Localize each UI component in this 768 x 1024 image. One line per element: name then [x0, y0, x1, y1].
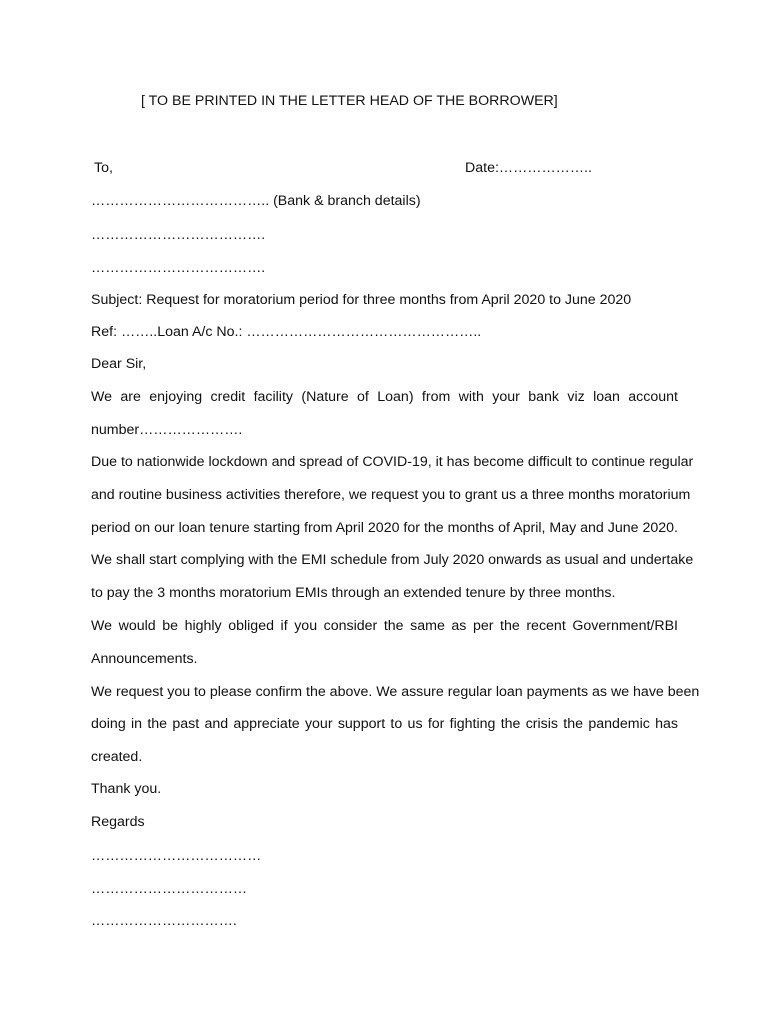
- body-paragraph-line: and routine business activities therefore, we request you to grant us a three months moratorium: [91, 487, 691, 503]
- body-paragraph-line: Announcements.: [91, 651, 198, 667]
- salutation: Dear Sir,: [91, 356, 147, 372]
- bank-address-line: ……………………………….: [91, 260, 266, 276]
- recipient-to: To,: [94, 160, 113, 176]
- letterhead-note: [ TO BE PRINTED IN THE LETTER HEAD OF THE BORROWER]: [141, 93, 558, 109]
- signature-line: ……………………………: [91, 881, 248, 897]
- date-field: Date:………………..: [465, 160, 592, 176]
- body-paragraph-line: Due to nationwide lockdown and spread of COVID-19, it has become difficult to continue regular: [91, 454, 694, 470]
- body-paragraph-line: We request you to please confirm the above. We assure regular loan payments as we have been: [91, 684, 700, 700]
- body-paragraph-line: doing in the past and appreciate your support to us for fighting the crisis the pandemic has: [91, 716, 678, 732]
- reference-line: Ref: ……..Loan A/c No.: …………………………………………..: [91, 324, 482, 340]
- body-paragraph-line: We would be highly obliged if you consider the same as per the recent Government/RBI: [91, 618, 678, 634]
- bank-address-line: ……………………………….. (Bank & branch details): [91, 193, 421, 209]
- body-paragraph-line: created.: [91, 749, 143, 765]
- bank-address-line: ……………………………….: [91, 227, 266, 243]
- signature-line: ………………………….: [91, 913, 237, 929]
- body-paragraph-line: period on our loan tenure starting from April 2020 for the months of April, May and June 2020.: [91, 520, 678, 536]
- body-paragraph-line: We shall start complying with the EMI schedule from July 2020 onwards as usual and undertake: [91, 552, 694, 568]
- subject-line: Subject: Request for moratorium period for three months from April 2020 to June 2020: [91, 292, 632, 308]
- body-paragraph-line: We are enjoying credit facility (Nature of Loan) from with your bank viz loan account: [91, 389, 678, 405]
- body-paragraph-line: to pay the 3 months moratorium EMIs through an extended tenure by three months.: [91, 585, 616, 601]
- closing-regards: Regards: [91, 814, 145, 830]
- signature-line: ………………………………: [91, 848, 262, 864]
- body-paragraph-line: number………………….: [91, 422, 243, 438]
- closing-thanks: Thank you.: [91, 781, 162, 797]
